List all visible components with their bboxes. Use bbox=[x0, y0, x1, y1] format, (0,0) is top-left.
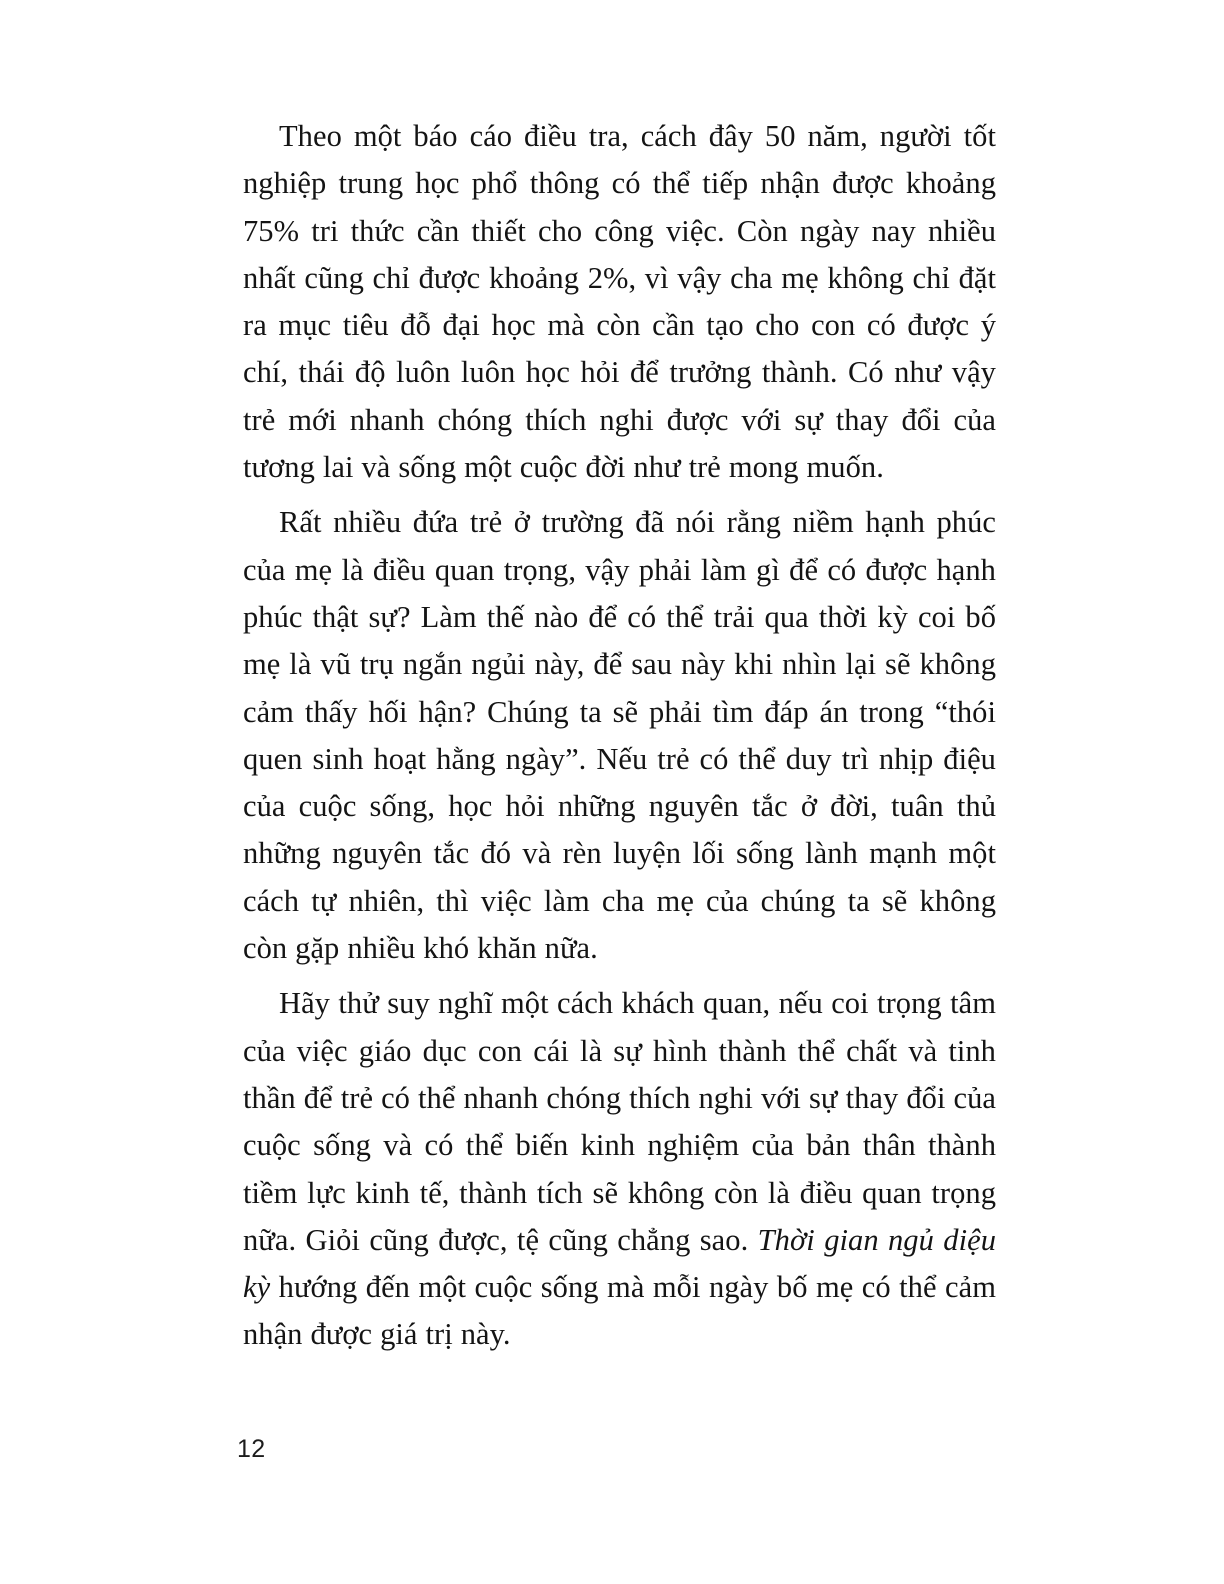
page-number: 12 bbox=[237, 1435, 266, 1463]
paragraph-1-run-1: Theo một báo cáo điều tra, cách đây 50 năm, người tốt nghiệp trung học phổ thông có thể tiếp nhận được khoảng 75% tri thức cần thiết cho công việc. Còn ngày nay nhiều nhất cũng chỉ được khoảng 2%, vì vậy cha mẹ không chỉ đặt ra mục tiêu đỗ đại học mà còn cần tạo cho con có được ý chí, thái độ luôn luôn học hỏi để trưởng thành. Có như vậy trẻ mới nhanh chóng thích nghi được với sự thay đổi của tương lai và sống một cuộc đời như trẻ mong muốn. bbox=[243, 119, 996, 485]
paragraph-3-run-3: hướng đến một cuộc sống mà mỗi ngày bố mẹ có thể cảm nhận được giá trị này. bbox=[243, 1270, 996, 1352]
book-title-emphasis: Thời gian ngủ diệu kỳ bbox=[243, 1222, 997, 1305]
body-paragraph-2 bbox=[243, 499, 996, 972]
paragraph-3-run-1: Hãy thử suy nghĩ một cách khách quan, nếu coi trọng tâm của việc giáo dục con cái là sự hình thành thể chất và tinh thần để trẻ có thể nhanh chóng thích nghi với sự thay đổi của cuộc sống và có thể biến kinh nghiệm của bản thân thành tiềm lực kinh tế, thành tích sẽ không còn là điều quan trọng nữa. Giỏi cũng được, tệ cũng chẳng sao. bbox=[243, 986, 996, 1257]
paragraph-2-run-1: Rất nhiều đứa trẻ ở trường đã nói rằng niềm hạnh phúc của mẹ là điều quan trọng, vậy phải làm gì để có được hạnh phúc thật sự? Làm thế nào để có thể trải qua thời kỳ coi bố mẹ là vũ trụ ngắn ngủi này, để sau này khi nhìn lại sẽ không cảm thấy hối hận? Chúng ta sẽ phải tìm đáp án trong “thói quen sinh hoạt hằng ngày”. Nếu trẻ có thể duy trì nhịp điệu của cuộc sống, học hỏi những nguyên tắc ở đời, tuân thủ những nguyên tắc đó và rèn luyện lối sống lành mạnh một cách tự nhiên, thì việc làm cha mẹ của chúng ta sẽ không còn gặp nhiều khó khăn nữa. bbox=[243, 505, 996, 966]
body-paragraph-1 bbox=[243, 113, 996, 491]
page-text-block bbox=[243, 113, 996, 1359]
body-paragraph-3 bbox=[243, 980, 996, 1358]
